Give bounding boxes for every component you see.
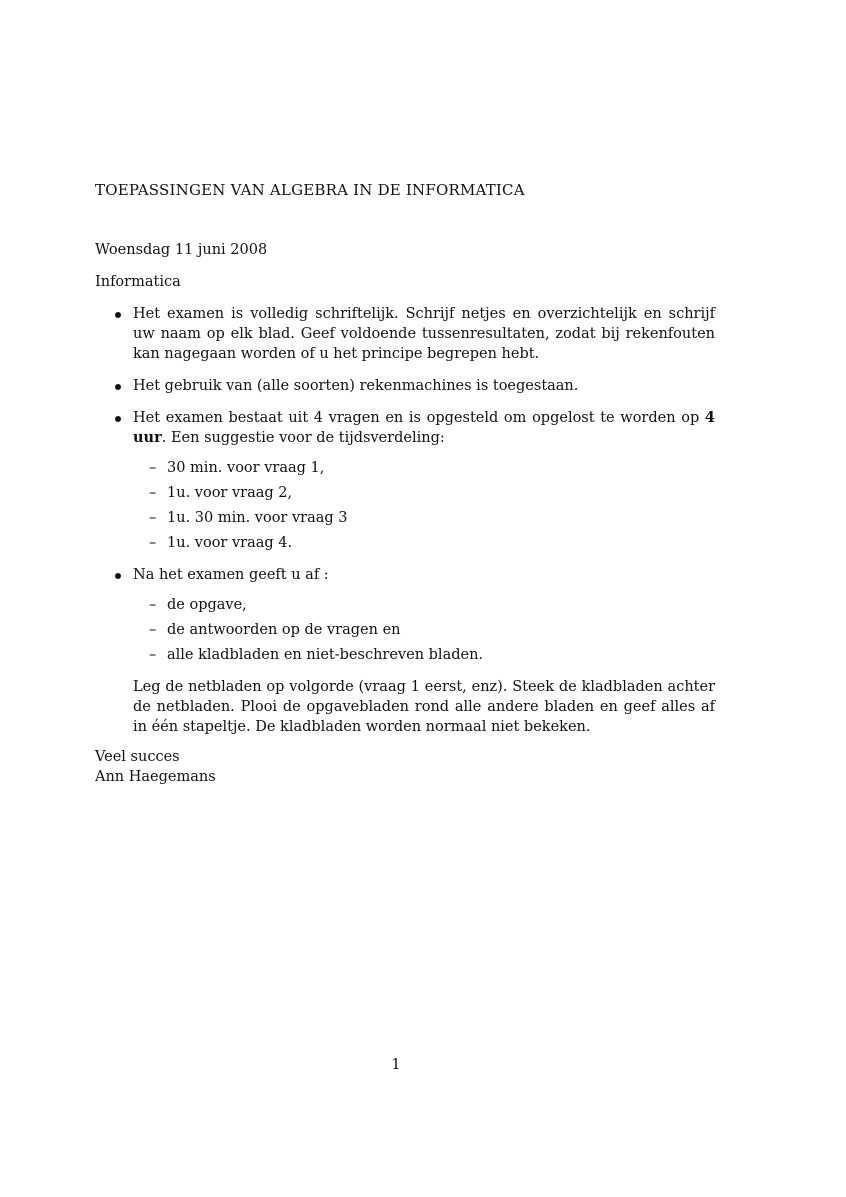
- list-item: [133, 620, 715, 640]
- instruction-text-1: Het examen is volledig schriftelijk. Schrijf netjes en overzichtelijk en schrijf uw naam op elk blad. Geef voldoende tussenresultaten, zodat bij rekenfouten kan nagegaan worden of u het principe begrepen hebt.: [133, 306, 715, 362]
- bullet-icon: [115, 384, 121, 390]
- instruction-text-2: Het gebruik van (alle soorten) rekenmachines is toegestaan.: [133, 378, 579, 394]
- instruction-item-1: [95, 304, 715, 364]
- page-number: 1: [391, 1057, 401, 1073]
- instruction-item-4: [95, 565, 715, 665]
- bullet-icon: [115, 416, 121, 422]
- hand-in-list: [133, 595, 715, 665]
- dash-icon: –: [149, 622, 157, 638]
- list-item-text: alle kladbladen en niet-beschreven bladen.: [167, 647, 484, 663]
- signature-block: [95, 747, 216, 787]
- list-item: [133, 483, 715, 503]
- list-item: [133, 595, 715, 615]
- program-name: Informatica: [95, 274, 181, 290]
- list-item: [133, 645, 715, 665]
- list-item-text: 30 min. voor vraag 1,: [167, 460, 325, 476]
- list-item-text: 1u. voor vraag 4.: [167, 535, 293, 551]
- list-item-text: de antwoorden op de vragen en: [167, 622, 401, 638]
- hand-in-instructions: Leg de netbladen op volgorde (vraag 1 eerst, enz). Steek de kladbladen achter de netbladen. Plooi de opgavebladen rond alle andere bladen en geef alles af in één stapeltje. De kladbladen worden normaal niet bekeken.: [133, 679, 715, 735]
- instruction-text-4: Na het examen geeft u af :: [133, 567, 329, 583]
- instruction-item-2: [95, 376, 715, 396]
- list-item-text: de opgave,: [167, 597, 247, 613]
- time-schedule-list: [133, 458, 715, 553]
- closing-line: Veel succes: [95, 749, 180, 765]
- list-item-text: 1u. voor vraag 2,: [167, 485, 293, 501]
- exam-duration: 4 uur: [133, 409, 715, 446]
- list-item: [133, 533, 715, 553]
- instruction-item-3: [95, 408, 715, 553]
- author-name: Ann Haegemans: [95, 769, 216, 785]
- dash-icon: –: [149, 460, 157, 476]
- bullet-icon: [115, 312, 121, 318]
- instruction-text-3: [133, 408, 715, 448]
- instruction-text-3-start: Het examen bestaat uit 4 vragen en is opgesteld om opgelost te worden op: [133, 410, 705, 426]
- list-item: [133, 508, 715, 528]
- instruction-text-3-end: . Een suggestie voor de tijdsverdeling:: [161, 430, 445, 446]
- list-item-text: 1u. 30 min. voor vraag 3: [167, 510, 348, 526]
- dash-icon: –: [149, 647, 157, 663]
- exam-date: Woensdag 11 juni 2008: [95, 242, 268, 258]
- dash-icon: –: [149, 535, 157, 551]
- dash-icon: –: [149, 510, 157, 526]
- list-item: [133, 458, 715, 478]
- page-title: TOEPASSINGEN VAN ALGEBRA IN DE INFORMATICA: [95, 181, 525, 199]
- dash-icon: –: [149, 485, 157, 501]
- bullet-icon: [115, 573, 121, 579]
- instruction-list: [95, 304, 715, 737]
- dash-icon: –: [149, 597, 157, 613]
